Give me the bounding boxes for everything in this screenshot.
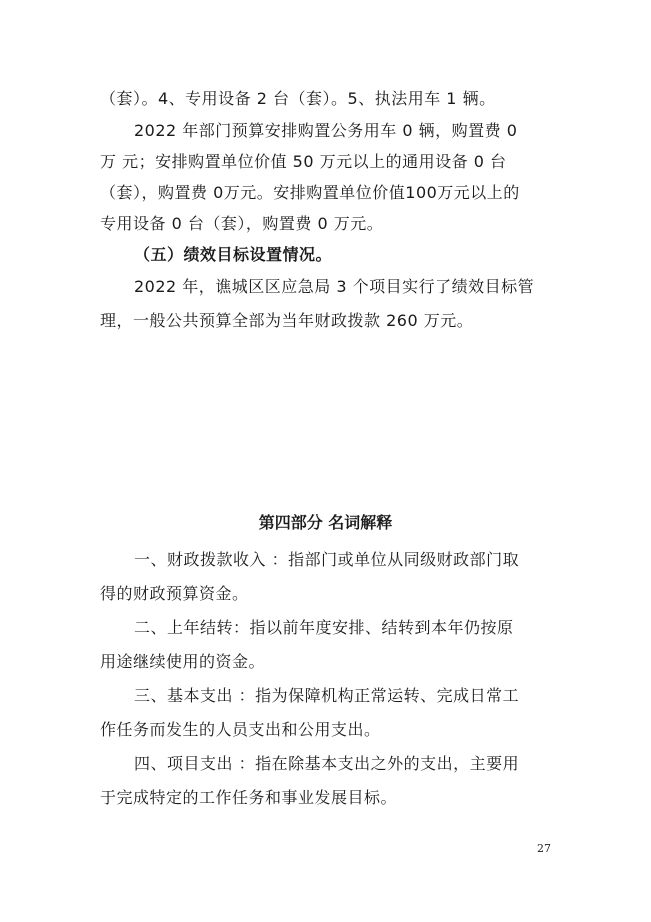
section-heading: （五）绩效目标设置情况。	[134, 245, 333, 264]
page-number: 27	[537, 842, 551, 855]
definition-line: 于完成特定的工作任务和事业发展目标。	[100, 788, 398, 807]
paragraph-line: 万 元；安排购置单位价值 50 万元以上的通用设备 0 台	[100, 152, 507, 171]
definition-line: 得的财政预算资金。	[100, 584, 249, 603]
definition-line: 用途继续使用的资金。	[100, 652, 266, 671]
definition-line: 一、财政拨款收入 ：指部门或单位从同级财政部门取	[134, 550, 520, 569]
definition-line: 二、上年结转：指以前年度安排、结转到本年仍按原	[134, 618, 514, 637]
definition-line: 作任务而发生的人员支出和公用支出。	[100, 720, 381, 739]
paragraph-line: 专用设备 0 台（套），购置费 0 万元。	[100, 214, 384, 233]
paragraph-line: 2022 年，谯城区区应急局 3 个项目实行了绩效目标管	[134, 277, 535, 296]
paragraph-line: 理，一般公共预算全部为当年财政拨款 260 万元。	[100, 311, 474, 330]
definition-line: 四、项目支出 ：指在除基本支出之外的支出，主要用	[134, 754, 520, 773]
paragraph-line: （套）。4、专用设备 2 台（套）。5、执法用车 1 辆。	[100, 89, 496, 108]
paragraph-line: 2022 年部门预算安排购置公务用车 0 辆，购置费 0	[134, 121, 518, 140]
part-title: 第四部分 名词解释	[258, 513, 393, 532]
definition-line: 三、基本支出 ：指为保障机构正常运转、完成日常工	[134, 686, 520, 705]
paragraph-line: （套），购置费 0万元。安排购置单位价值100万元以上的	[100, 183, 520, 202]
